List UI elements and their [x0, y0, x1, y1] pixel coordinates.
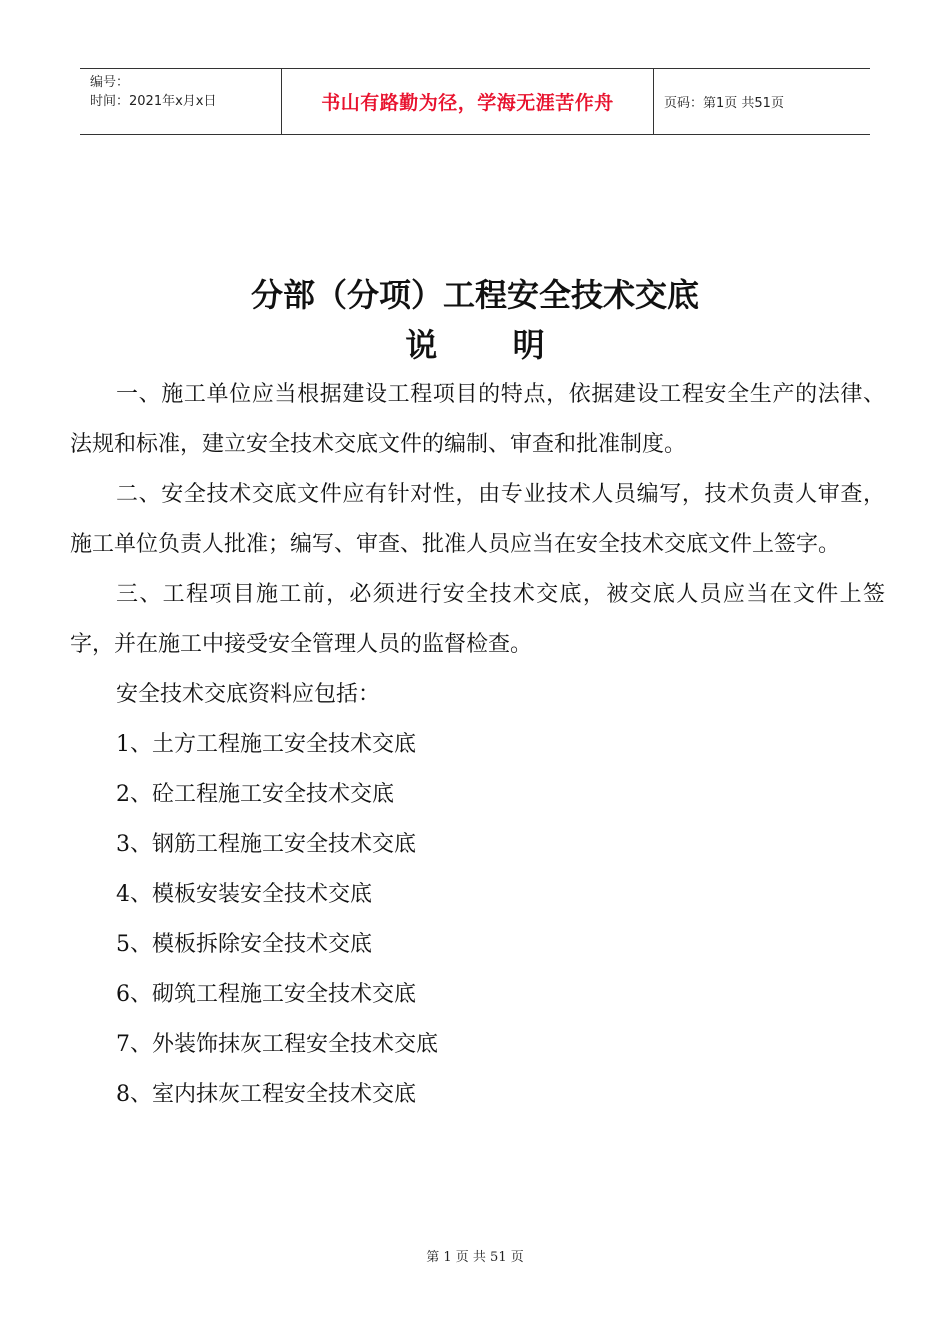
list-item: 5、模板拆除安全技术交底	[116, 932, 372, 957]
document-title: 分部（分项）工程安全技术交底	[250, 276, 699, 314]
document-body	[70, 370, 885, 1120]
list-item: 6、砌筑工程施工安全技术交底	[116, 982, 416, 1007]
list-item: 4、模板安装安全技术交底	[116, 882, 372, 907]
header-meta	[80, 69, 282, 134]
document-subtitle: 说 明	[405, 326, 545, 364]
paragraph-2: 二、安全技术交底文件应有针对性，由专业技术人员编写，技术负责人审查，施工单位负责人批准；编写、审查、批准人员应当在安全技术交底文件上签字。	[70, 482, 885, 557]
paragraph-3: 三、工程项目施工前，必须进行安全技术交底，被交底人员应当在文件上签字，并在施工中接受安全管理人员的监督检查。	[70, 582, 885, 657]
list-intro: 安全技术交底资料应包括：	[116, 682, 381, 707]
list-item: 7、外装饰抹灰工程安全技术交底	[116, 1032, 438, 1057]
list-item: 3、钢筋工程施工安全技术交底	[116, 832, 416, 857]
list-item: 8、室内抹灰工程安全技术交底	[116, 1082, 416, 1107]
page-footer: 第 1 页 共 51 页	[426, 1250, 524, 1265]
list-item: 2、砼工程施工安全技术交底	[116, 782, 394, 807]
list-item: 1、土方工程施工安全技术交底	[116, 732, 416, 757]
document-number-label: 编号：	[90, 75, 130, 90]
paragraph-1: 一、施工单位应当根据建设工程项目的特点，依据建设工程安全生产的法律、法规和标准，建立安全技术交底文件的编制、审查和批准制度。	[70, 382, 885, 457]
document-time-label: 时间：2021年x月x日	[90, 94, 217, 109]
header-page-info: 页码：第1页 共51页	[664, 96, 784, 111]
header-motto: 书山有路勤为径，学海无涯苦作舟	[282, 69, 654, 134]
page-header	[80, 68, 870, 135]
